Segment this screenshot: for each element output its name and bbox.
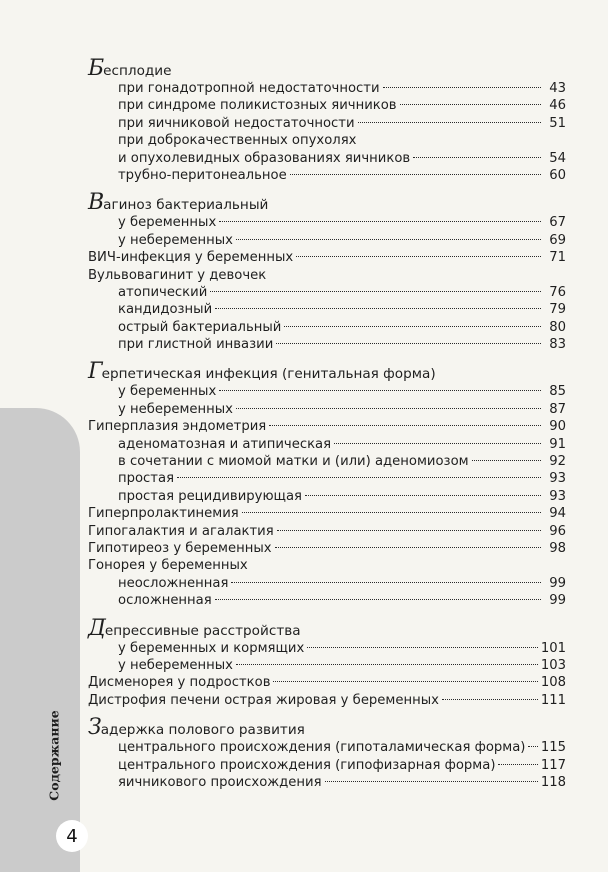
toc-entry-text: у небеременных xyxy=(118,401,233,417)
toc-entry-text: яичникового происхождения xyxy=(118,774,322,790)
toc-entry xyxy=(88,80,566,97)
toc-entry-text: при синдроме поликистозных яичников xyxy=(118,98,397,114)
toc-page-number: 91 xyxy=(549,436,566,452)
toc-entry xyxy=(88,267,566,284)
section-heading xyxy=(88,58,566,80)
section-initial: В xyxy=(88,190,104,216)
toc-page-number: 60 xyxy=(549,167,566,183)
toc-entry-text: атопический xyxy=(118,284,208,300)
leader-dots xyxy=(284,326,541,327)
toc-page-number: 69 xyxy=(549,232,566,248)
toc-entry-text: при доброкачественных опухолях xyxy=(118,133,357,149)
toc-page-number: 117 xyxy=(540,757,566,773)
section-heading-text: адержка полового развития xyxy=(100,722,305,739)
leader-dots xyxy=(219,390,541,391)
section-heading xyxy=(88,615,566,641)
toc-entry xyxy=(88,505,566,522)
toc-entry xyxy=(88,592,566,609)
toc-page-number: 99 xyxy=(549,575,566,591)
toc-entry-text: в сочетании с миомой матки и (или) аденомиозом xyxy=(118,454,469,470)
leader-dots xyxy=(215,599,541,600)
toc-page-number: 111 xyxy=(540,692,566,708)
page-number: 4 xyxy=(56,820,88,852)
toc-page-number: 118 xyxy=(540,774,566,790)
toc-entry xyxy=(88,401,566,418)
section-initial: З xyxy=(88,715,101,741)
leader-dots xyxy=(236,408,541,409)
toc-entry xyxy=(88,336,566,353)
leader-dots xyxy=(307,647,538,648)
leader-dots xyxy=(472,460,541,461)
toc-entry xyxy=(88,97,566,114)
leader-dots xyxy=(242,512,541,513)
section-heading-text: агиноз бактериальный xyxy=(103,197,269,214)
leader-dots xyxy=(219,221,541,222)
toc-page-number: 79 xyxy=(549,302,566,318)
sidebar-label xyxy=(44,705,64,805)
toc-page-number: 101 xyxy=(540,640,566,656)
toc-entry-text: трубно-перитонеальное xyxy=(118,167,287,183)
toc-entry-text: Гипогалактия и агалактия xyxy=(88,523,274,539)
section-heading-text: епрессивные расстройства xyxy=(104,622,301,639)
toc-page-number: 80 xyxy=(549,319,566,335)
leader-dots xyxy=(498,764,537,765)
toc-entry xyxy=(88,774,566,791)
leader-dots xyxy=(528,746,537,747)
toc-entry-text: осложненная xyxy=(118,593,212,609)
toc-page-number: 92 xyxy=(549,454,566,470)
section-heading-text: ерпетическая инфекция (генитальная форма) xyxy=(101,366,436,383)
toc-entry-text: неосложненная xyxy=(118,575,229,591)
toc-entry xyxy=(88,575,566,592)
toc-entry-text: у небеременных xyxy=(118,657,233,673)
leader-dots xyxy=(236,664,538,665)
toc-entry xyxy=(88,757,566,774)
toc-entry-text: Дистрофия печени острая жировая у беременных xyxy=(88,692,439,708)
toc-page-number: 67 xyxy=(549,215,566,231)
toc-entry xyxy=(88,436,566,453)
toc-entry-text: аденоматозная и атипическая xyxy=(118,436,332,452)
toc-entry-text: кандидозный xyxy=(118,302,213,318)
toc-page-number: 76 xyxy=(549,284,566,300)
toc-page-number: 54 xyxy=(549,150,566,166)
toc-page-number: 90 xyxy=(549,419,566,435)
leader-dots xyxy=(400,104,541,105)
toc-entry-text: центрального происхождения (гипофизарная форма) xyxy=(118,757,496,773)
leader-dots xyxy=(269,425,541,426)
toc-page-number: 51 xyxy=(549,115,566,131)
toc-entry xyxy=(88,232,566,249)
toc-entry-text: при глистной инвазии xyxy=(118,337,274,353)
toc-entry xyxy=(88,557,566,574)
leader-dots xyxy=(236,239,541,240)
toc-entry-text: у беременных xyxy=(118,384,217,400)
leader-dots xyxy=(290,174,541,175)
toc-page-number: 71 xyxy=(549,250,566,266)
toc-entry-text: Гиперпролактинемия xyxy=(88,506,239,522)
toc-page-number: 99 xyxy=(549,593,566,609)
sidebar-label-text: Содержание xyxy=(46,709,62,801)
toc-page-number: 46 xyxy=(549,98,566,114)
toc-entry xyxy=(88,470,566,487)
toc-entry xyxy=(88,540,566,557)
leader-dots xyxy=(325,781,538,782)
toc-entry-text: у беременных xyxy=(118,215,217,231)
toc-entry-text: у небеременных xyxy=(118,232,233,248)
toc-page-number: 108 xyxy=(540,675,566,691)
toc-entry xyxy=(88,167,566,184)
toc-entry-line xyxy=(88,132,566,149)
toc-entry xyxy=(88,383,566,400)
leader-dots xyxy=(177,477,541,478)
toc-entry xyxy=(88,692,566,709)
toc-entry xyxy=(88,640,566,657)
leader-dots xyxy=(277,530,541,531)
toc-entry-text: острый бактериальный xyxy=(118,319,282,335)
toc-entry xyxy=(88,739,566,756)
leader-dots xyxy=(273,681,537,682)
toc-entry xyxy=(88,319,566,336)
section-initial: Г xyxy=(88,359,102,385)
leader-dots xyxy=(383,87,541,88)
leader-dots xyxy=(215,308,541,309)
toc-entry-text: Вульвовагинит у девочек xyxy=(88,267,267,283)
leader-dots xyxy=(296,256,541,257)
leader-dots xyxy=(275,547,541,548)
toc-entry-text: у беременных и кормящих xyxy=(118,640,305,656)
toc-page-number: 94 xyxy=(549,506,566,522)
section-initial: Б xyxy=(88,56,104,81)
toc-entry xyxy=(88,284,566,301)
leader-dots xyxy=(413,157,541,158)
toc-entry-text: и опухолевидных образованиях яичников xyxy=(118,150,411,166)
toc-entry-text: центрального происхождения (гипоталамическая форма) xyxy=(118,740,526,756)
toc-page-number: 43 xyxy=(549,81,566,96)
toc-entry xyxy=(88,674,566,691)
table-of-contents xyxy=(88,58,566,791)
toc-entry-text: Гипотиреоз у беременных xyxy=(88,540,272,556)
toc-page-number: 83 xyxy=(549,337,566,353)
leader-dots xyxy=(231,582,541,583)
toc-page-number: 87 xyxy=(549,401,566,417)
toc-page-number: 85 xyxy=(549,384,566,400)
toc-entry-text: Дисменорея у подростков xyxy=(88,675,271,691)
toc-page-number: 115 xyxy=(540,740,566,756)
toc-page-number: 103 xyxy=(540,657,566,673)
sidebar-tab xyxy=(0,408,80,872)
toc-entry xyxy=(88,214,566,231)
toc-entry-text: Гиперплазия эндометрия xyxy=(88,419,267,435)
toc-page-number: 93 xyxy=(549,488,566,504)
toc-entry xyxy=(88,418,566,435)
leader-dots xyxy=(210,291,541,292)
toc-entry xyxy=(88,115,566,132)
leader-dots xyxy=(358,122,541,123)
toc-entry xyxy=(88,657,566,674)
toc-page-number: 96 xyxy=(549,523,566,539)
toc-entry xyxy=(88,301,566,318)
toc-entry-text: простая рецидивирующая xyxy=(118,488,302,504)
toc-entry xyxy=(88,150,566,167)
toc-entry xyxy=(88,523,566,540)
toc-entry xyxy=(88,453,566,470)
toc-page-number: 93 xyxy=(549,471,566,487)
section-heading xyxy=(88,361,566,383)
leader-dots xyxy=(276,343,541,344)
toc-entry xyxy=(88,249,566,266)
leader-dots xyxy=(334,443,541,444)
section-heading-text: есплодие xyxy=(103,63,172,79)
section-initial: Д xyxy=(88,615,105,641)
toc-entry xyxy=(88,488,566,505)
section-heading xyxy=(88,717,566,739)
toc-entry-text: ВИЧ-инфекция у беременных xyxy=(88,250,294,266)
toc-page-number: 98 xyxy=(549,540,566,556)
toc-entry-text: при гонадотропной недостаточности xyxy=(118,81,380,96)
section-heading xyxy=(88,192,566,214)
toc-entry-text: при яичниковой недостаточности xyxy=(118,115,355,131)
leader-dots xyxy=(305,495,541,496)
leader-dots xyxy=(442,699,538,700)
toc-entry-text: простая xyxy=(118,471,175,487)
toc-entry-text: Гонорея у беременных xyxy=(88,558,248,574)
